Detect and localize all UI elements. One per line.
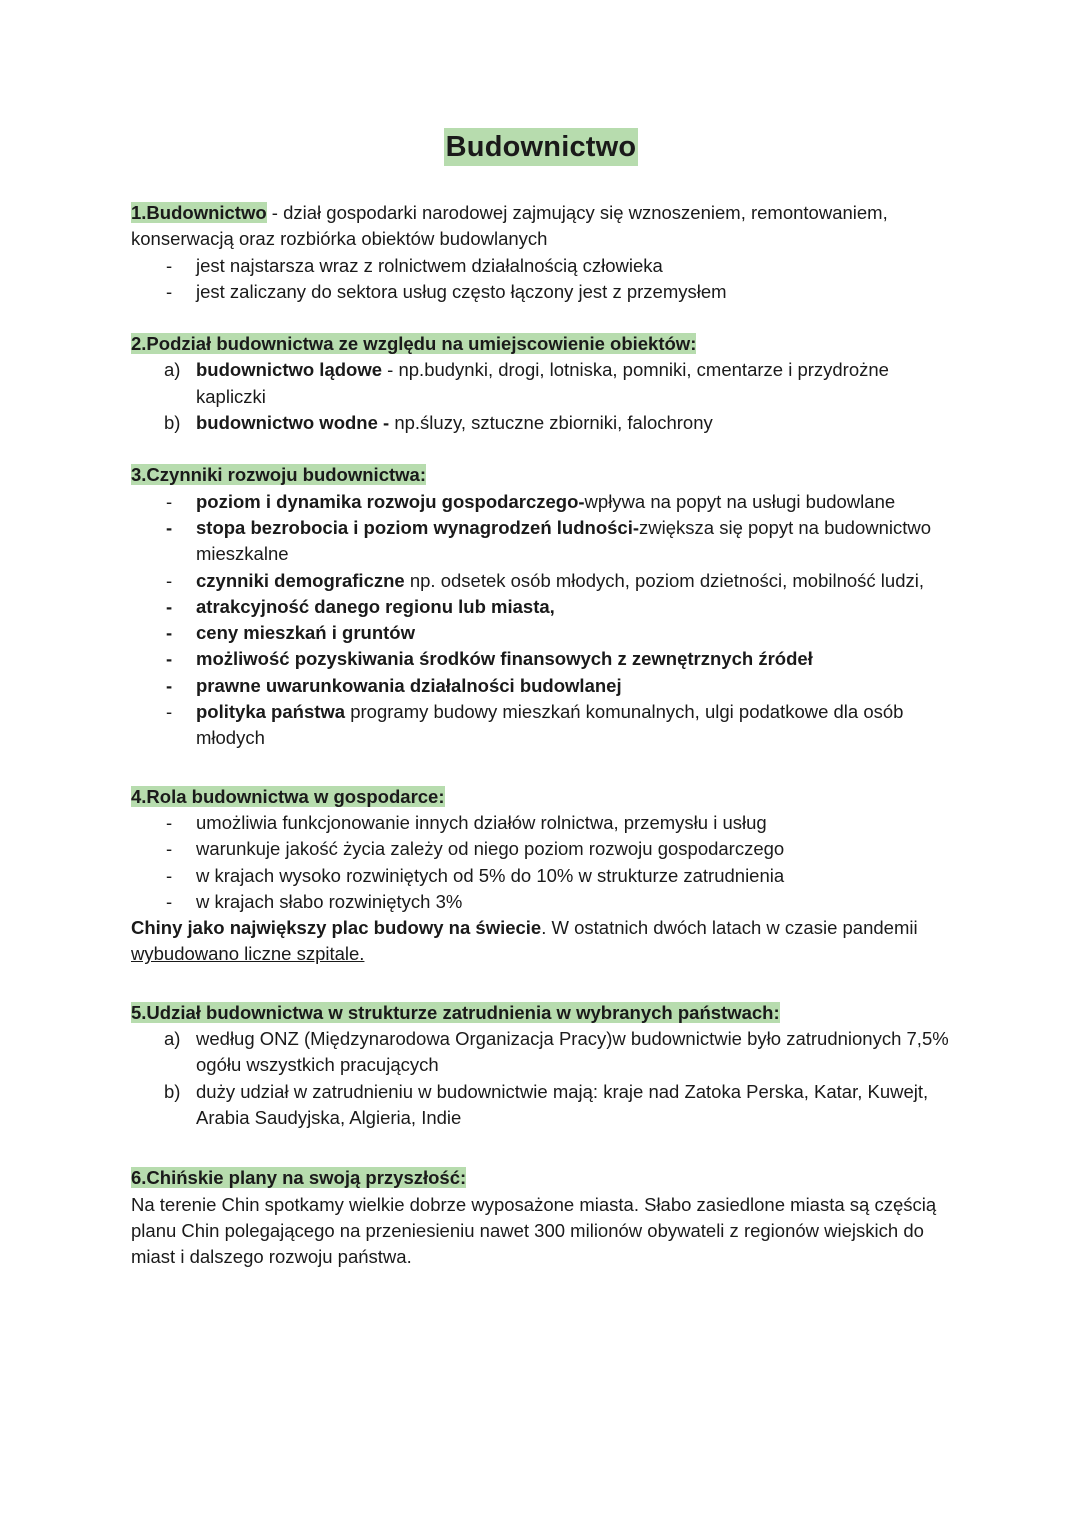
list-item	[131, 410, 961, 436]
list-item	[131, 594, 961, 620]
dash-marker: -	[166, 254, 173, 276]
dash-marker: -	[166, 569, 173, 591]
list-item	[131, 646, 961, 672]
page-title: Budownictwo	[444, 128, 639, 166]
section-5-list	[131, 1026, 961, 1131]
section-4-list	[131, 810, 961, 915]
section-2-list	[131, 357, 961, 436]
note-bold: Chiny jako największy plac budowy na świecie	[131, 917, 542, 939]
letter-marker: a)	[164, 1028, 181, 1050]
letter-marker: a)	[164, 359, 181, 381]
list-item-bold: stopa bezrobocia i poziom wynagrodzeń ludności-	[196, 516, 640, 538]
list-item	[131, 357, 961, 410]
list-item-bold: czynniki demograficzne	[196, 569, 405, 591]
note-underlined: wybudowano liczne szpitale.	[131, 943, 365, 965]
section-6-heading: 6.Chińskie plany na swoją przyszłość:	[131, 1167, 467, 1189]
list-item-bold: ceny mieszkań i gruntów	[196, 622, 415, 644]
list-item-text: warunkuje jakość życia zależy od niego poziom rozwoju gospodarczego	[196, 838, 785, 860]
section-3	[131, 462, 961, 751]
list-item-text: w krajach wysoko rozwiniętych od 5% do 10% w strukturze zatrudnienia	[196, 864, 785, 886]
section-5-heading: 5.Udział budownictwa w strukturze zatrudnienia w wybranych państwach:	[131, 1001, 780, 1023]
dash-marker: -	[166, 490, 173, 512]
list-item	[131, 836, 961, 862]
list-item-bold: budownictwo lądowe	[196, 359, 383, 381]
list-item-text: - np.budynki, drogi, lotniska, pomniki, cmentarze i przydrożne kapliczki	[196, 359, 889, 407]
dash-marker: -	[166, 674, 173, 696]
dash-marker: -	[166, 701, 173, 723]
list-item-text: jest zaliczany do sektora usług często łączony jest z przemysłem	[196, 280, 727, 302]
section-1	[131, 200, 961, 305]
section-1-list	[131, 253, 961, 306]
dash-marker: -	[166, 864, 173, 886]
dash-marker: -	[166, 280, 173, 302]
dash-marker: -	[166, 838, 173, 860]
list-item-text: wpływa na popyt na usługi budowlane	[584, 490, 896, 512]
list-item	[131, 279, 961, 305]
list-item-text: w krajach słabo rozwiniętych 3%	[196, 890, 463, 912]
section-4-note	[131, 915, 961, 968]
list-item-bold: możliwość pozyskiwania środków finansowych z zewnętrznych źródeł	[196, 648, 813, 670]
list-item	[131, 1079, 961, 1132]
list-item	[131, 699, 961, 752]
letter-marker: b)	[164, 1080, 181, 1102]
list-item-text: np.śluzy, sztuczne zbiorniki, falochrony	[394, 412, 713, 434]
section-6	[131, 1165, 961, 1270]
list-item	[131, 889, 961, 915]
title-wrap	[131, 128, 951, 166]
section-2	[131, 331, 961, 436]
dash-marker: -	[166, 516, 173, 538]
dash-marker: -	[166, 622, 173, 644]
section-5	[131, 1000, 961, 1131]
section-3-list	[131, 489, 961, 752]
list-item	[131, 620, 961, 646]
list-item	[131, 673, 961, 699]
section-4-heading: 4.Rola budownictwa w gospodarce:	[131, 785, 445, 807]
list-item-text: duży udział w zatrudnieniu w budownictwie mają: kraje nad Zatoka Perska, Katar, Kuwejt, Arabia Saudyjska, Algieria, Indie	[196, 1080, 929, 1128]
list-item-bold: poziom i dynamika rozwoju gospodarczego-	[196, 490, 585, 512]
list-item	[131, 253, 961, 279]
list-item-bold: polityka państwa	[196, 701, 346, 723]
dash-marker: -	[166, 648, 173, 670]
list-item-text: zwiększa się popyt na budownictwo mieszkalne	[196, 516, 932, 565]
dash-marker: -	[166, 890, 173, 912]
section-3-heading: 3.Czynniki rozwoju budownictwa:	[131, 464, 426, 486]
section-6-text: Na terenie Chin spotkamy wielkie dobrze wyposażone miasta. Słabo zasiedlone miasta są częścią planu Chin polegającego na przeniesieniu nawet 300 milionów obywateli z regionów wiejskich do miast i dalszego rozwoju państwa.	[131, 1193, 937, 1268]
list-item-text: jest najstarsza wraz z rolnictwem działalnością człowieka	[196, 254, 663, 276]
list-item	[131, 489, 961, 515]
list-item	[131, 568, 961, 594]
section-4	[131, 784, 961, 968]
list-item	[131, 810, 961, 836]
dash-marker: -	[166, 595, 173, 617]
list-item-text: programy budowy mieszkań komunalnych, ulgi podatkowe dla osób młodych	[196, 701, 904, 749]
dash-marker: -	[166, 811, 173, 833]
letter-marker: b)	[164, 412, 181, 434]
list-item-bold: budownictwo wodne -	[196, 412, 395, 434]
section-1-heading: 1.Budownictwo	[131, 202, 267, 223]
list-item	[131, 1026, 961, 1079]
section-2-heading: 2.Podział budownictwa ze względu na umiejscowienie obiektów:	[131, 333, 697, 355]
list-item	[131, 863, 961, 889]
section-1-text: - dział gospodarki narodowej zajmujący się wznoszeniem, remontowaniem, konserwacją oraz rozbiórka obiektów budowlanych	[131, 202, 888, 250]
list-item	[131, 515, 961, 568]
list-item-text: umożliwia funkcjonowanie innych działów rolnictwa, przemysłu i usług	[196, 811, 767, 833]
document-content	[131, 200, 961, 1270]
list-item-bold: atrakcyjność danego regionu lub miasta,	[196, 595, 555, 617]
note-text: . W ostatnich dwóch latach w czasie pandemii	[541, 917, 918, 939]
section-1-paragraph	[131, 200, 961, 253]
list-item-text: np. odsetek osób młodych, poziom dzietności, mobilność ludzi,	[404, 569, 924, 591]
list-item-text: według ONZ (Międzynarodowa Organizacja Pracy)w budownictwie było zatrudnionych 7,5% ogółu wszystkich pracujących	[196, 1028, 949, 1076]
list-item-bold: prawne uwarunkowania działalności budowlanej	[196, 674, 622, 696]
